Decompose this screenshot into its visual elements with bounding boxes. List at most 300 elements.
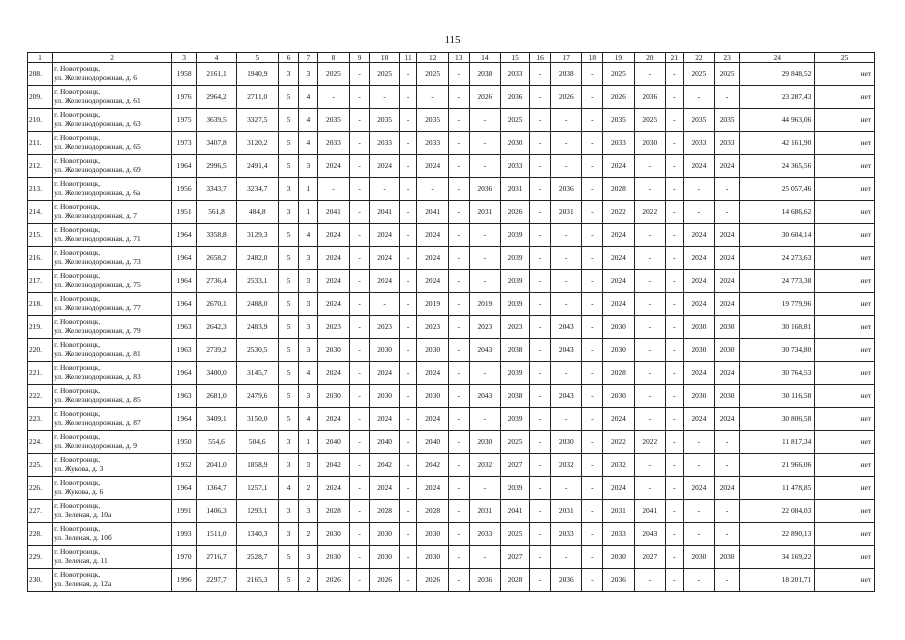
table-row [28, 385, 875, 408]
address-cell [53, 546, 172, 569]
data-cell: 5 [278, 316, 299, 339]
data-cell: 2030 [715, 385, 740, 408]
data-cell: 2024 [603, 477, 634, 500]
data-cell: 2670,1 [197, 293, 237, 316]
data-cell: 2030 [603, 385, 634, 408]
address-cell [53, 109, 172, 132]
row-number: 222. [28, 385, 53, 408]
data-cell: - [349, 454, 370, 477]
data-cell: 2482,0 [236, 247, 278, 270]
row-number: 211. [28, 132, 53, 155]
data-cell: - [530, 86, 551, 109]
data-cell: 2031 [501, 178, 530, 201]
address-city: г. Новотроицк, [54, 478, 101, 488]
row-number: 228. [28, 523, 53, 546]
data-cell: 1975 [172, 109, 197, 132]
data-cell: - [349, 247, 370, 270]
data-cell: - [469, 155, 500, 178]
column-header: 11 [399, 53, 417, 63]
address-street: ул. Железнодорожная, д. 7 [54, 211, 138, 220]
data-cell: 2027 [634, 546, 665, 569]
data-cell: - [469, 224, 500, 247]
column-header: 10 [370, 53, 399, 63]
address-street: ул. Железнодорожная, д. 85 [54, 395, 141, 404]
address-street: ул. Железнодорожная, д. 87 [54, 418, 141, 427]
data-cell: 22 890,13 [740, 523, 815, 546]
column-header: 14 [469, 53, 500, 63]
data-cell: 2023 [318, 316, 349, 339]
data-cell: 1993 [172, 523, 197, 546]
row-number: 223. [28, 408, 53, 431]
column-header: 6 [278, 53, 299, 63]
address-cell [53, 63, 172, 86]
address-street: ул. Жукова, д. 3 [54, 464, 104, 473]
data-cell: 5 [278, 270, 299, 293]
data-cell: 2038 [501, 385, 530, 408]
data-cell: - [349, 477, 370, 500]
table-row [28, 247, 875, 270]
data-cell: 2033 [501, 155, 530, 178]
data-cell: 5 [278, 362, 299, 385]
data-cell: 5 [278, 224, 299, 247]
data-cell: - [448, 63, 469, 86]
data-cell: 23 287,43 [740, 86, 815, 109]
data-cell: 30 168,81 [740, 316, 815, 339]
table-row [28, 316, 875, 339]
data-cell: 2024 [683, 155, 714, 178]
data-cell: - [448, 86, 469, 109]
data-cell: 2030 [318, 339, 349, 362]
address-city: г. Новотроицк, [54, 363, 101, 373]
data-cell: 2043 [551, 385, 582, 408]
row-number: 225. [28, 454, 53, 477]
address-city: г. Новотроицк, [54, 248, 101, 258]
data-cell: 2024 [715, 224, 740, 247]
data-cell: 1293,1 [236, 500, 278, 523]
data-cell: 2041 [501, 500, 530, 523]
data-cell: - [530, 270, 551, 293]
data-cell: - [448, 178, 469, 201]
data-cell: 3145,7 [236, 362, 278, 385]
data-cell: - [448, 385, 469, 408]
data-cell: 5 [278, 247, 299, 270]
data-cell: 2026 [417, 569, 448, 592]
data-cell: 2024 [715, 270, 740, 293]
data-cell: 2030 [715, 546, 740, 569]
address-city: г. Новотроицк, [54, 455, 101, 465]
data-cell: - [349, 408, 370, 431]
data-cell: 1 [299, 178, 318, 201]
data-cell: 1958 [172, 63, 197, 86]
data-cell: 2 [299, 523, 318, 546]
data-cell: нет [815, 385, 875, 408]
data-cell: - [530, 431, 551, 454]
address-cell [53, 201, 172, 224]
address-street: ул. Железнодорожная, д. 77 [54, 303, 141, 312]
table-row [28, 109, 875, 132]
data-cell: 2165,3 [236, 569, 278, 592]
data-cell: - [399, 408, 417, 431]
row-number: 216. [28, 247, 53, 270]
data-cell: 3150,0 [236, 408, 278, 431]
data-cell: 2528,7 [236, 546, 278, 569]
data-cell: 2030 [417, 385, 448, 408]
data-cell: 2025 [501, 431, 530, 454]
data-cell: 2030 [417, 546, 448, 569]
data-cell: - [582, 201, 603, 224]
data-cell: 3343,7 [197, 178, 237, 201]
data-cell: - [349, 178, 370, 201]
data-cell: 2716,7 [197, 546, 237, 569]
data-cell: 2026 [469, 86, 500, 109]
data-cell: 5 [278, 339, 299, 362]
data-cell: - [399, 63, 417, 86]
data-cell: - [582, 523, 603, 546]
data-cell: 2024 [715, 247, 740, 270]
data-cell: нет [815, 477, 875, 500]
data-cell: 1 [299, 201, 318, 224]
table-row [28, 201, 875, 224]
data-cell: 561,8 [197, 201, 237, 224]
data-cell: 2033 [469, 523, 500, 546]
data-cell: 2024 [318, 155, 349, 178]
data-cell: 2035 [715, 109, 740, 132]
data-cell: - [469, 247, 500, 270]
data-cell: 3 [299, 63, 318, 86]
data-cell: 2533,1 [236, 270, 278, 293]
data-cell: - [582, 224, 603, 247]
data-cell: - [551, 155, 582, 178]
row-number: 230. [28, 569, 53, 592]
data-cell: нет [815, 408, 875, 431]
data-cell: 2024 [370, 155, 399, 178]
data-cell: 2040 [370, 431, 399, 454]
data-cell: - [469, 132, 500, 155]
table-row [28, 431, 875, 454]
data-cell: - [551, 224, 582, 247]
data-cell: 2036 [551, 569, 582, 592]
table-row [28, 178, 875, 201]
data-cell: 3 [278, 454, 299, 477]
data-cell: - [582, 385, 603, 408]
data-cell: - [530, 201, 551, 224]
data-cell: 2036 [603, 569, 634, 592]
data-cell: - [582, 178, 603, 201]
address-street: ул. Железнодорожная, д. 71 [54, 234, 141, 243]
data-cell: 1970 [172, 546, 197, 569]
data-cell: 2025 [683, 63, 714, 86]
data-cell: - [448, 293, 469, 316]
data-cell: - [634, 293, 665, 316]
data-cell: нет [815, 201, 875, 224]
data-cell: 3 [278, 523, 299, 546]
data-cell: - [399, 477, 417, 500]
data-cell: - [683, 201, 714, 224]
data-cell: 2036 [469, 569, 500, 592]
data-cell: - [582, 63, 603, 86]
data-cell: 1976 [172, 86, 197, 109]
data-cell: 3 [299, 270, 318, 293]
data-cell: 3129,3 [236, 224, 278, 247]
data-cell: - [469, 270, 500, 293]
data-cell: - [448, 155, 469, 178]
data-cell: 2024 [715, 155, 740, 178]
data-cell: 1963 [172, 385, 197, 408]
data-cell: - [665, 132, 683, 155]
data-cell: - [530, 523, 551, 546]
address-city: г. Новотроицк, [54, 110, 101, 120]
data-cell: 2039 [501, 408, 530, 431]
data-cell: 2530,5 [236, 339, 278, 362]
data-cell: - [715, 454, 740, 477]
data-cell: нет [815, 500, 875, 523]
data-cell: 1257,1 [236, 477, 278, 500]
address-cell [53, 270, 172, 293]
data-cell: - [399, 362, 417, 385]
data-cell: - [683, 178, 714, 201]
housing-register-table [27, 52, 875, 592]
data-cell: 2739,2 [197, 339, 237, 362]
data-cell: - [683, 454, 714, 477]
data-cell: 2025 [603, 63, 634, 86]
address-cell [53, 454, 172, 477]
data-cell: - [582, 477, 603, 500]
data-cell: 5 [278, 385, 299, 408]
data-cell: 3 [299, 247, 318, 270]
data-cell: 2297,7 [197, 569, 237, 592]
column-header: 5 [236, 53, 278, 63]
data-cell: нет [815, 431, 875, 454]
row-number: 209. [28, 86, 53, 109]
data-cell: - [448, 431, 469, 454]
table-row [28, 546, 875, 569]
data-cell: - [448, 224, 469, 247]
data-cell: 2035 [318, 109, 349, 132]
data-cell: 2642,3 [197, 316, 237, 339]
address-street: ул. Железнодорожная, д. 75 [54, 280, 141, 289]
address-city: г. Новотроицк, [54, 294, 101, 304]
data-cell: 5 [278, 155, 299, 178]
data-cell: нет [815, 316, 875, 339]
address-cell [53, 523, 172, 546]
data-cell: 30 764,53 [740, 362, 815, 385]
data-cell: 2964,2 [197, 86, 237, 109]
data-cell: 2030 [683, 546, 714, 569]
data-cell: 2032 [469, 454, 500, 477]
data-cell: 2030 [370, 523, 399, 546]
data-cell: - [370, 178, 399, 201]
data-cell: - [683, 86, 714, 109]
data-cell: 2039 [501, 293, 530, 316]
data-cell: 5 [278, 546, 299, 569]
data-cell: 2024 [715, 293, 740, 316]
data-cell: - [634, 247, 665, 270]
column-header: 17 [551, 53, 582, 63]
data-cell: 2024 [683, 224, 714, 247]
data-cell: - [530, 247, 551, 270]
data-cell: 2736,4 [197, 270, 237, 293]
data-cell: - [469, 546, 500, 569]
data-cell: нет [815, 109, 875, 132]
data-cell: - [399, 270, 417, 293]
column-header: 1 [28, 53, 53, 63]
address-street: ул. Железнодорожная, д. 81 [54, 349, 141, 358]
data-cell: - [582, 270, 603, 293]
data-cell: 2030 [501, 132, 530, 155]
data-cell: - [530, 293, 551, 316]
data-cell: - [551, 362, 582, 385]
data-cell: 3407,8 [197, 132, 237, 155]
data-cell: 2033 [370, 132, 399, 155]
data-cell: 2024 [370, 408, 399, 431]
data-cell: 2025 [417, 63, 448, 86]
data-cell: - [634, 224, 665, 247]
data-cell: 2033 [603, 132, 634, 155]
address-street: ул. Железнодорожная, д. 83 [54, 372, 141, 381]
data-cell: 30 734,80 [740, 339, 815, 362]
data-cell: 2024 [370, 270, 399, 293]
data-cell: 2026 [370, 569, 399, 592]
data-cell: 4 [299, 132, 318, 155]
data-cell: 2041 [318, 201, 349, 224]
row-number: 218. [28, 293, 53, 316]
data-cell: - [665, 408, 683, 431]
address-street: ул. Железнодорожная, д. 6 [54, 73, 138, 82]
data-cell: 2039 [501, 224, 530, 247]
data-cell: 1956 [172, 178, 197, 201]
data-cell: - [665, 316, 683, 339]
row-number: 226. [28, 477, 53, 500]
data-cell: 2 [299, 477, 318, 500]
data-cell: 3 [299, 546, 318, 569]
data-cell: - [399, 500, 417, 523]
data-cell: - [448, 109, 469, 132]
data-cell: - [530, 178, 551, 201]
data-cell: - [349, 316, 370, 339]
row-number: 219. [28, 316, 53, 339]
address-city: г. Новотроицк, [54, 156, 101, 166]
table-body [28, 63, 875, 592]
data-cell: 2036 [501, 86, 530, 109]
data-cell: нет [815, 224, 875, 247]
data-cell: 25 057,46 [740, 178, 815, 201]
data-cell: - [530, 63, 551, 86]
data-cell: 1364,7 [197, 477, 237, 500]
data-cell: 11 478,85 [740, 477, 815, 500]
data-cell: нет [815, 63, 875, 86]
data-cell: 2031 [603, 500, 634, 523]
data-cell: 2043 [551, 339, 582, 362]
data-cell: 2024 [683, 247, 714, 270]
row-number: 221. [28, 362, 53, 385]
column-header: 2 [53, 53, 172, 63]
table-row [28, 224, 875, 247]
data-cell: - [634, 155, 665, 178]
data-cell: 2488,0 [236, 293, 278, 316]
data-cell: 2023 [417, 316, 448, 339]
address-city: г. Новотроицк, [54, 64, 101, 74]
data-cell: 2996,5 [197, 155, 237, 178]
address-city: г. Новотроицк, [54, 432, 101, 442]
data-cell: 24 365,56 [740, 155, 815, 178]
data-cell: 1340,3 [236, 523, 278, 546]
data-cell: 24 773,38 [740, 270, 815, 293]
data-cell: 1991 [172, 500, 197, 523]
data-cell: 3 [278, 431, 299, 454]
data-cell: 1964 [172, 270, 197, 293]
data-cell: 2026 [551, 86, 582, 109]
data-cell: 2022 [603, 201, 634, 224]
data-cell: - [665, 86, 683, 109]
data-cell: 2030 [469, 431, 500, 454]
data-cell: 2022 [634, 201, 665, 224]
data-cell: - [469, 109, 500, 132]
data-cell: 4 [299, 362, 318, 385]
data-cell: 2024 [417, 224, 448, 247]
data-cell: 1950 [172, 431, 197, 454]
data-cell: - [448, 132, 469, 155]
data-cell: - [551, 270, 582, 293]
data-cell: 2039 [501, 362, 530, 385]
data-cell: 1963 [172, 339, 197, 362]
data-cell: - [349, 109, 370, 132]
data-cell: 2024 [318, 270, 349, 293]
column-header: 25 [815, 53, 875, 63]
data-cell: 3327,5 [236, 109, 278, 132]
data-cell: 3234,7 [236, 178, 278, 201]
table-row [28, 569, 875, 592]
data-cell: нет [815, 546, 875, 569]
column-header: 8 [318, 53, 349, 63]
data-cell: 484,8 [236, 201, 278, 224]
data-cell: - [349, 569, 370, 592]
data-cell: 2038 [469, 63, 500, 86]
page-number: 115 [444, 34, 461, 46]
data-cell: - [399, 523, 417, 546]
data-cell: нет [815, 155, 875, 178]
data-cell: - [530, 316, 551, 339]
data-cell: 2024 [318, 362, 349, 385]
data-cell: 3 [299, 293, 318, 316]
data-cell: 2022 [603, 431, 634, 454]
data-cell: 2030 [603, 546, 634, 569]
data-cell: 4 [299, 109, 318, 132]
data-cell: 2039 [501, 247, 530, 270]
address-city: г. Новотроицк, [54, 501, 101, 511]
column-header: 20 [634, 53, 665, 63]
address-city: г. Новотроицк, [54, 340, 101, 350]
data-cell: 2658,2 [197, 247, 237, 270]
data-cell: нет [815, 293, 875, 316]
column-header: 3 [172, 53, 197, 63]
data-cell: 2024 [417, 247, 448, 270]
data-cell: - [715, 431, 740, 454]
data-cell: - [634, 569, 665, 592]
row-number: 210. [28, 109, 53, 132]
data-cell: 3 [278, 201, 299, 224]
data-cell: 1964 [172, 155, 197, 178]
address-city: г. Новотроицк, [54, 87, 101, 97]
data-cell: 2039 [501, 477, 530, 500]
data-cell: 2027 [501, 546, 530, 569]
table-row [28, 477, 875, 500]
data-cell: - [448, 408, 469, 431]
data-cell: 2033 [603, 523, 634, 546]
data-cell: 2035 [417, 109, 448, 132]
column-header: 16 [530, 53, 551, 63]
data-cell: - [551, 546, 582, 569]
data-cell: - [582, 86, 603, 109]
